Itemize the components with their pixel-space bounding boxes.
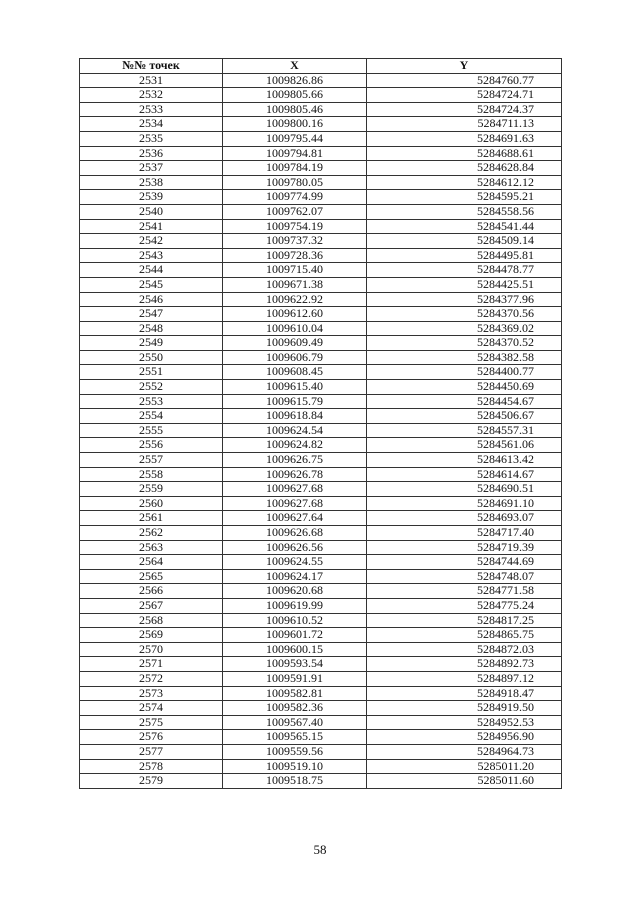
- table-row: [80, 511, 562, 526]
- table-row: [80, 715, 562, 730]
- table-row: [80, 102, 562, 117]
- y-coordinate-cell: 5284872.03: [367, 642, 562, 657]
- point-number-cell: 2576: [80, 730, 223, 745]
- point-number-cell: 2543: [80, 248, 223, 263]
- table-row: [80, 657, 562, 672]
- y-coordinate-cell: 5284595.21: [367, 190, 562, 205]
- table-row: [80, 438, 562, 453]
- table-row: [80, 248, 562, 263]
- table-row: [80, 190, 562, 205]
- point-number-cell: 2534: [80, 117, 223, 132]
- y-coordinate-cell: 5284919.50: [367, 701, 562, 716]
- point-number-cell: 2567: [80, 598, 223, 613]
- point-number-cell: 2558: [80, 467, 223, 482]
- x-coordinate-cell: 1009805.66: [223, 88, 367, 103]
- table-row: [80, 555, 562, 570]
- y-coordinate-cell: 5284748.07: [367, 569, 562, 584]
- x-coordinate-cell: 1009622.92: [223, 292, 367, 307]
- x-coordinate-cell: 1009559.56: [223, 744, 367, 759]
- point-number-cell: 2532: [80, 88, 223, 103]
- table-row: [80, 263, 562, 278]
- x-coordinate-cell: 1009567.40: [223, 715, 367, 730]
- x-coordinate-cell: 1009610.04: [223, 321, 367, 336]
- table-row: [80, 234, 562, 249]
- y-coordinate-cell: 5284918.47: [367, 686, 562, 701]
- point-number-cell: 2552: [80, 380, 223, 395]
- point-number-cell: 2571: [80, 657, 223, 672]
- point-number-cell: 2556: [80, 438, 223, 453]
- y-coordinate-cell: 5284541.44: [367, 219, 562, 234]
- x-coordinate-cell: 1009601.72: [223, 628, 367, 643]
- x-coordinate-cell: 1009626.56: [223, 540, 367, 555]
- y-coordinate-cell: 5284495.81: [367, 248, 562, 263]
- x-coordinate-cell: 1009774.99: [223, 190, 367, 205]
- x-coordinate-cell: 1009762.07: [223, 204, 367, 219]
- table-row: [80, 175, 562, 190]
- y-coordinate-cell: 5285011.60: [367, 774, 562, 789]
- y-coordinate-cell: 5284370.52: [367, 336, 562, 351]
- x-coordinate-cell: 1009794.81: [223, 146, 367, 161]
- y-coordinate-cell: 5284628.84: [367, 161, 562, 176]
- table-row: [80, 496, 562, 511]
- y-coordinate-cell: 5284691.63: [367, 131, 562, 146]
- x-coordinate-cell: 1009627.68: [223, 496, 367, 511]
- y-coordinate-cell: 5284693.07: [367, 511, 562, 526]
- x-coordinate-cell: 1009606.79: [223, 350, 367, 365]
- y-coordinate-cell: 5284865.75: [367, 628, 562, 643]
- x-coordinate-cell: 1009728.36: [223, 248, 367, 263]
- y-coordinate-cell: 5284561.06: [367, 438, 562, 453]
- table-row: [80, 598, 562, 613]
- point-number-cell: 2548: [80, 321, 223, 336]
- table-row: [80, 744, 562, 759]
- table-header-row: [80, 59, 562, 74]
- point-number-cell: 2542: [80, 234, 223, 249]
- x-coordinate-cell: 1009627.64: [223, 511, 367, 526]
- x-coordinate-cell: 1009591.91: [223, 671, 367, 686]
- y-coordinate-cell: 5284760.77: [367, 73, 562, 88]
- y-coordinate-cell: 5284964.73: [367, 744, 562, 759]
- y-coordinate-cell: 5284717.40: [367, 526, 562, 541]
- x-coordinate-cell: 1009627.68: [223, 482, 367, 497]
- point-number-cell: 2579: [80, 774, 223, 789]
- x-coordinate-cell: 1009612.60: [223, 307, 367, 322]
- y-coordinate-cell: 5284956.90: [367, 730, 562, 745]
- point-number-cell: 2577: [80, 744, 223, 759]
- x-coordinate-cell: 1009626.78: [223, 467, 367, 482]
- y-coordinate-cell: 5284558.56: [367, 204, 562, 219]
- x-coordinate-cell: 1009624.55: [223, 555, 367, 570]
- point-number-cell: 2557: [80, 453, 223, 468]
- x-coordinate-cell: 1009609.49: [223, 336, 367, 351]
- x-coordinate-cell: 1009610.52: [223, 613, 367, 628]
- table-row: [80, 365, 562, 380]
- point-number-cell: 2573: [80, 686, 223, 701]
- x-coordinate-cell: 1009582.36: [223, 701, 367, 716]
- header-y: Y: [367, 59, 562, 74]
- point-number-cell: 2563: [80, 540, 223, 555]
- y-coordinate-cell: 5284771.58: [367, 584, 562, 599]
- x-coordinate-cell: 1009805.46: [223, 102, 367, 117]
- x-coordinate-cell: 1009784.19: [223, 161, 367, 176]
- point-number-cell: 2564: [80, 555, 223, 570]
- point-number-cell: 2549: [80, 336, 223, 351]
- x-coordinate-cell: 1009619.99: [223, 598, 367, 613]
- x-coordinate-cell: 1009600.15: [223, 642, 367, 657]
- table-row: [80, 277, 562, 292]
- y-coordinate-cell: 5284454.67: [367, 394, 562, 409]
- point-number-cell: 2537: [80, 161, 223, 176]
- point-number-cell: 2560: [80, 496, 223, 511]
- y-coordinate-cell: 5284724.71: [367, 88, 562, 103]
- y-coordinate-cell: 5284509.14: [367, 234, 562, 249]
- point-number-cell: 2540: [80, 204, 223, 219]
- page-number: 58: [313, 842, 327, 857]
- table-row: [80, 423, 562, 438]
- table-row: [80, 219, 562, 234]
- y-coordinate-cell: 5284370.56: [367, 307, 562, 322]
- y-coordinate-cell: 5284614.67: [367, 467, 562, 482]
- x-coordinate-cell: 1009795.44: [223, 131, 367, 146]
- point-number-cell: 2538: [80, 175, 223, 190]
- table-row: [80, 161, 562, 176]
- x-coordinate-cell: 1009800.16: [223, 117, 367, 132]
- table-row: [80, 774, 562, 789]
- point-number-cell: 2536: [80, 146, 223, 161]
- table-row: [80, 336, 562, 351]
- point-number-cell: 2578: [80, 759, 223, 774]
- point-number-cell: 2569: [80, 628, 223, 643]
- point-number-cell: 2547: [80, 307, 223, 322]
- y-coordinate-cell: 5284400.77: [367, 365, 562, 380]
- y-coordinate-cell: 5284382.58: [367, 350, 562, 365]
- table-row: [80, 350, 562, 365]
- table-row: [80, 73, 562, 88]
- x-coordinate-cell: 1009615.40: [223, 380, 367, 395]
- point-number-cell: 2555: [80, 423, 223, 438]
- y-coordinate-cell: 5284744.69: [367, 555, 562, 570]
- coordinates-table: [79, 58, 562, 789]
- table-row: [80, 686, 562, 701]
- point-number-cell: 2570: [80, 642, 223, 657]
- x-coordinate-cell: 1009593.54: [223, 657, 367, 672]
- x-coordinate-cell: 1009582.81: [223, 686, 367, 701]
- table-row: [80, 88, 562, 103]
- point-number-cell: 2562: [80, 526, 223, 541]
- x-coordinate-cell: 1009624.17: [223, 569, 367, 584]
- table-row: [80, 671, 562, 686]
- table-row: [80, 204, 562, 219]
- table-row: [80, 146, 562, 161]
- y-coordinate-cell: 5284719.39: [367, 540, 562, 555]
- table-row: [80, 467, 562, 482]
- x-coordinate-cell: 1009519.10: [223, 759, 367, 774]
- point-number-cell: 2554: [80, 409, 223, 424]
- y-coordinate-cell: 5284369.02: [367, 321, 562, 336]
- x-coordinate-cell: 1009608.45: [223, 365, 367, 380]
- y-coordinate-cell: 5284377.96: [367, 292, 562, 307]
- x-coordinate-cell: 1009626.75: [223, 453, 367, 468]
- point-number-cell: 2545: [80, 277, 223, 292]
- y-coordinate-cell: 5284897.12: [367, 671, 562, 686]
- header-x: X: [223, 59, 367, 74]
- point-number-cell: 2551: [80, 365, 223, 380]
- point-number-cell: 2572: [80, 671, 223, 686]
- point-number-cell: 2559: [80, 482, 223, 497]
- y-coordinate-cell: 5284612.12: [367, 175, 562, 190]
- point-number-cell: 2541: [80, 219, 223, 234]
- table-row: [80, 540, 562, 555]
- table-row: [80, 526, 562, 541]
- y-coordinate-cell: 5285011.20: [367, 759, 562, 774]
- table-row: [80, 394, 562, 409]
- y-coordinate-cell: 5284478.77: [367, 263, 562, 278]
- y-coordinate-cell: 5284691.10: [367, 496, 562, 511]
- x-coordinate-cell: 1009737.32: [223, 234, 367, 249]
- table-row: [80, 759, 562, 774]
- y-coordinate-cell: 5284817.25: [367, 613, 562, 628]
- table-row: [80, 613, 562, 628]
- x-coordinate-cell: 1009626.68: [223, 526, 367, 541]
- table-body: [80, 73, 562, 788]
- point-number-cell: 2546: [80, 292, 223, 307]
- table-row: [80, 642, 562, 657]
- x-coordinate-cell: 1009565.15: [223, 730, 367, 745]
- point-number-cell: 2561: [80, 511, 223, 526]
- table-row: [80, 380, 562, 395]
- y-coordinate-cell: 5284506.67: [367, 409, 562, 424]
- table-row: [80, 292, 562, 307]
- x-coordinate-cell: 1009624.82: [223, 438, 367, 453]
- table-row: [80, 131, 562, 146]
- point-number-cell: 2539: [80, 190, 223, 205]
- table-row: [80, 307, 562, 322]
- x-coordinate-cell: 1009624.54: [223, 423, 367, 438]
- point-number-cell: 2553: [80, 394, 223, 409]
- point-number-cell: 2533: [80, 102, 223, 117]
- point-number-cell: 2544: [80, 263, 223, 278]
- y-coordinate-cell: 5284557.31: [367, 423, 562, 438]
- table-row: [80, 482, 562, 497]
- y-coordinate-cell: 5284450.69: [367, 380, 562, 395]
- y-coordinate-cell: 5284690.51: [367, 482, 562, 497]
- y-coordinate-cell: 5284952.53: [367, 715, 562, 730]
- table-row: [80, 584, 562, 599]
- table-row: [80, 321, 562, 336]
- point-number-cell: 2565: [80, 569, 223, 584]
- table-row: [80, 409, 562, 424]
- y-coordinate-cell: 5284425.51: [367, 277, 562, 292]
- x-coordinate-cell: 1009754.19: [223, 219, 367, 234]
- x-coordinate-cell: 1009715.40: [223, 263, 367, 278]
- y-coordinate-cell: 5284775.24: [367, 598, 562, 613]
- point-number-cell: 2566: [80, 584, 223, 599]
- y-coordinate-cell: 5284892.73: [367, 657, 562, 672]
- x-coordinate-cell: 1009671.38: [223, 277, 367, 292]
- point-number-cell: 2568: [80, 613, 223, 628]
- table-row: [80, 453, 562, 468]
- table-row: [80, 117, 562, 132]
- x-coordinate-cell: 1009826.86: [223, 73, 367, 88]
- y-coordinate-cell: 5284688.61: [367, 146, 562, 161]
- header-point-number: №№ точек: [80, 59, 223, 74]
- x-coordinate-cell: 1009620.68: [223, 584, 367, 599]
- table-row: [80, 628, 562, 643]
- x-coordinate-cell: 1009780.05: [223, 175, 367, 190]
- y-coordinate-cell: 5284711.13: [367, 117, 562, 132]
- point-number-cell: 2574: [80, 701, 223, 716]
- x-coordinate-cell: 1009618.84: [223, 409, 367, 424]
- y-coordinate-cell: 5284613.42: [367, 453, 562, 468]
- y-coordinate-cell: 5284724.37: [367, 102, 562, 117]
- point-number-cell: 2550: [80, 350, 223, 365]
- x-coordinate-cell: 1009518.75: [223, 774, 367, 789]
- table-row: [80, 730, 562, 745]
- table-row: [80, 701, 562, 716]
- x-coordinate-cell: 1009615.79: [223, 394, 367, 409]
- point-number-cell: 2531: [80, 73, 223, 88]
- point-number-cell: 2535: [80, 131, 223, 146]
- point-number-cell: 2575: [80, 715, 223, 730]
- table-row: [80, 569, 562, 584]
